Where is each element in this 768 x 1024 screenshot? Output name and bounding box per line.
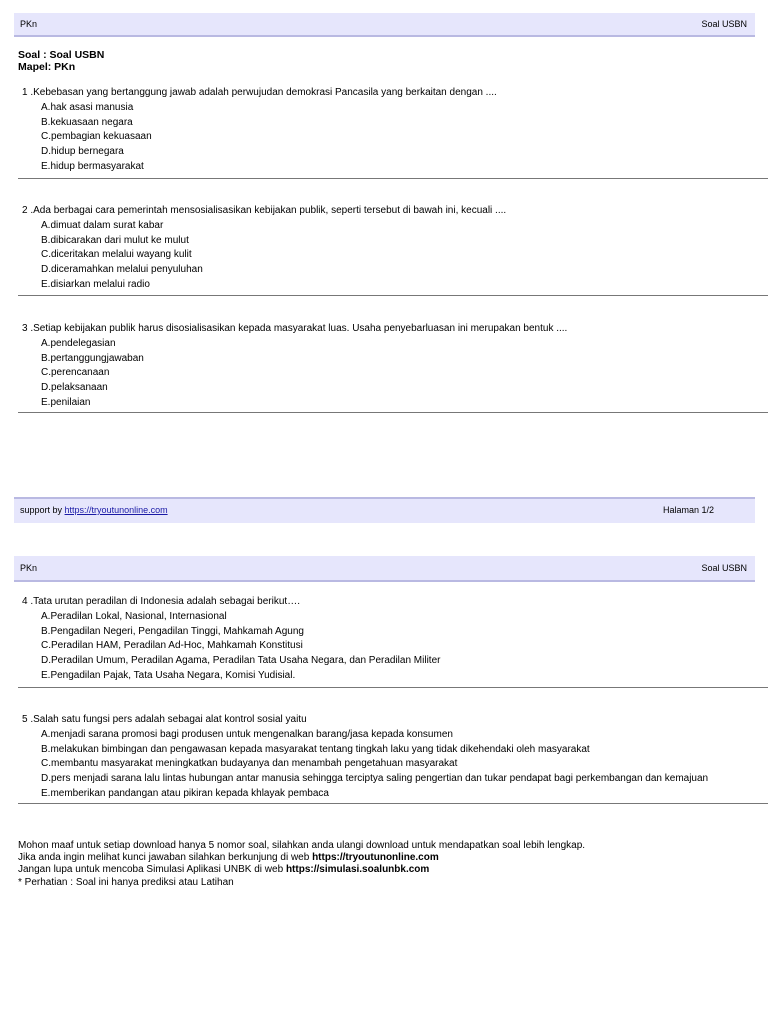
option-d: D.pelaksanaan — [41, 382, 108, 394]
question-divider — [18, 803, 768, 804]
support-text: support by https://tryoutunonline.com — [20, 505, 168, 515]
option-a: A.menjadi sarana promosi bagi produsen untuk mengenalkan barang/jasa kepada konsumen — [41, 728, 453, 740]
option-d: D.diceramahkan melalui penyuluhan — [41, 264, 203, 276]
option-c: C.pembagian kekuasaan — [41, 131, 152, 143]
option-c: C.diceritakan melalui wayang kulit — [41, 249, 192, 261]
option-b: B.dibicarakan dari mulut ke mulut — [41, 234, 189, 246]
option-a: A.Peradilan Lokal, Nasional, Internasional — [41, 610, 227, 622]
answer-key-link[interactable]: https://tryoutunonline.com — [312, 852, 439, 864]
option-e: E.disiarkan melalui radio — [41, 278, 150, 290]
option-b: B.Pengadilan Negeri, Pengadilan Tinggi, Mahkamah Agung — [41, 625, 304, 637]
header-subject: PKn — [20, 563, 38, 573]
simulation-link[interactable]: https://simulasi.soalunbk.com — [285, 864, 430, 876]
option-d: D.Peradilan Umum, Peradilan Agama, Peradilan Tata Usaha Negara, dan Peradilan Militer — [41, 655, 441, 667]
option-c: C.membantu masyarakat meningkatkan budayanya dan menambah pengetahuan masyarakat — [41, 758, 458, 770]
question-stem: 3 .Setiap kebijakan publik harus disosialisasikan kepada masyarakat luas. Usaha penyebarluasan ini merupakan bentuk .... — [22, 323, 568, 334]
header-doc-title: Soal USBN — [701, 19, 747, 29]
option-a: A.dimuat dalam surat kabar — [41, 219, 164, 231]
option-e: E.hidup bermasyarakat — [41, 160, 144, 172]
question-stem: 4 .Tata urutan peradilan di Indonesia adalah sebagai berikut…. — [22, 596, 300, 607]
header-subject: PKn — [20, 19, 38, 29]
note-answer-key: Jika anda ingin melihat kunci jawaban silahkan berkunjung di web https://tryoutunonline.com — [18, 852, 439, 864]
option-c: C.Peradilan HAM, Peradilan Ad-Hoc, Mahkamah Konstitusi — [41, 640, 303, 652]
page-number: Halaman 1/2 — [663, 505, 715, 515]
question-stem: 5 .Salah satu fungsi pers adalah sebagai alat kontrol sosial yaitu — [22, 714, 307, 725]
question-stem: 2 .Ada berbagai cara pemerintah mensosialisasikan kebijakan publik, seperti tersebut di bawah ini, kecuali .... — [22, 205, 507, 216]
option-b: B.kekuasaan negara — [41, 116, 133, 128]
option-b: B.pertanggungjawaban — [41, 352, 144, 364]
option-e: E.memberikan pandangan atau pikiran kepada khlayak pembaca — [41, 787, 329, 799]
download-notes — [18, 840, 585, 889]
option-c: C.perencanaan — [41, 367, 110, 379]
option-e: E.Pengadilan Pajak, Tata Usaha Negara, Komisi Yudisial. — [41, 669, 296, 681]
option-d: D.hidup bernegara — [41, 146, 124, 158]
support-link[interactable]: https://tryoutunonline.com — [64, 505, 168, 515]
option-d: D.pers menjadi sarana lalu lintas hubungan antar manusia sehingga terciptya saling pengertian dan tukar pendapat bagi perkembangan dan kemajuan — [41, 773, 709, 785]
note-simulation: Jangan lupa untuk mencoba Simulasi Aplikasi UNBK di web https://simulasi.soalunbk.com — [18, 864, 430, 876]
option-b: B.melakukan bimbingan dan pengawasan kepada masyarakat tentang tingkah laku yang tidak dikehendaki oleh masyarakat — [41, 743, 590, 755]
question-5 — [22, 713, 708, 802]
note-limit: Mohon maaf untuk setiap download hanya 5 nomor soal, silahkan anda ulangi download untuk mendapatkan soal lebih lengkap. — [18, 840, 586, 851]
header-doc-title: Soal USBN — [701, 563, 747, 573]
option-a: A.hak asasi manusia — [41, 101, 134, 113]
note-warning: * Perhatian : Soal ini hanya prediksi atau Latihan — [18, 876, 234, 888]
option-a: A.pendelegasian — [41, 337, 116, 349]
soal-label: Soal : Soal USBN — [18, 49, 105, 61]
option-e: E.penilaian — [41, 396, 91, 408]
question-stem: 1 .Kebebasan yang bertanggung jawab adalah perwujudan demokrasi Pancasila yang berkaitan dengan .... — [22, 87, 497, 98]
option-list — [22, 728, 708, 802]
mapel-label: Mapel: PKn — [18, 61, 76, 73]
